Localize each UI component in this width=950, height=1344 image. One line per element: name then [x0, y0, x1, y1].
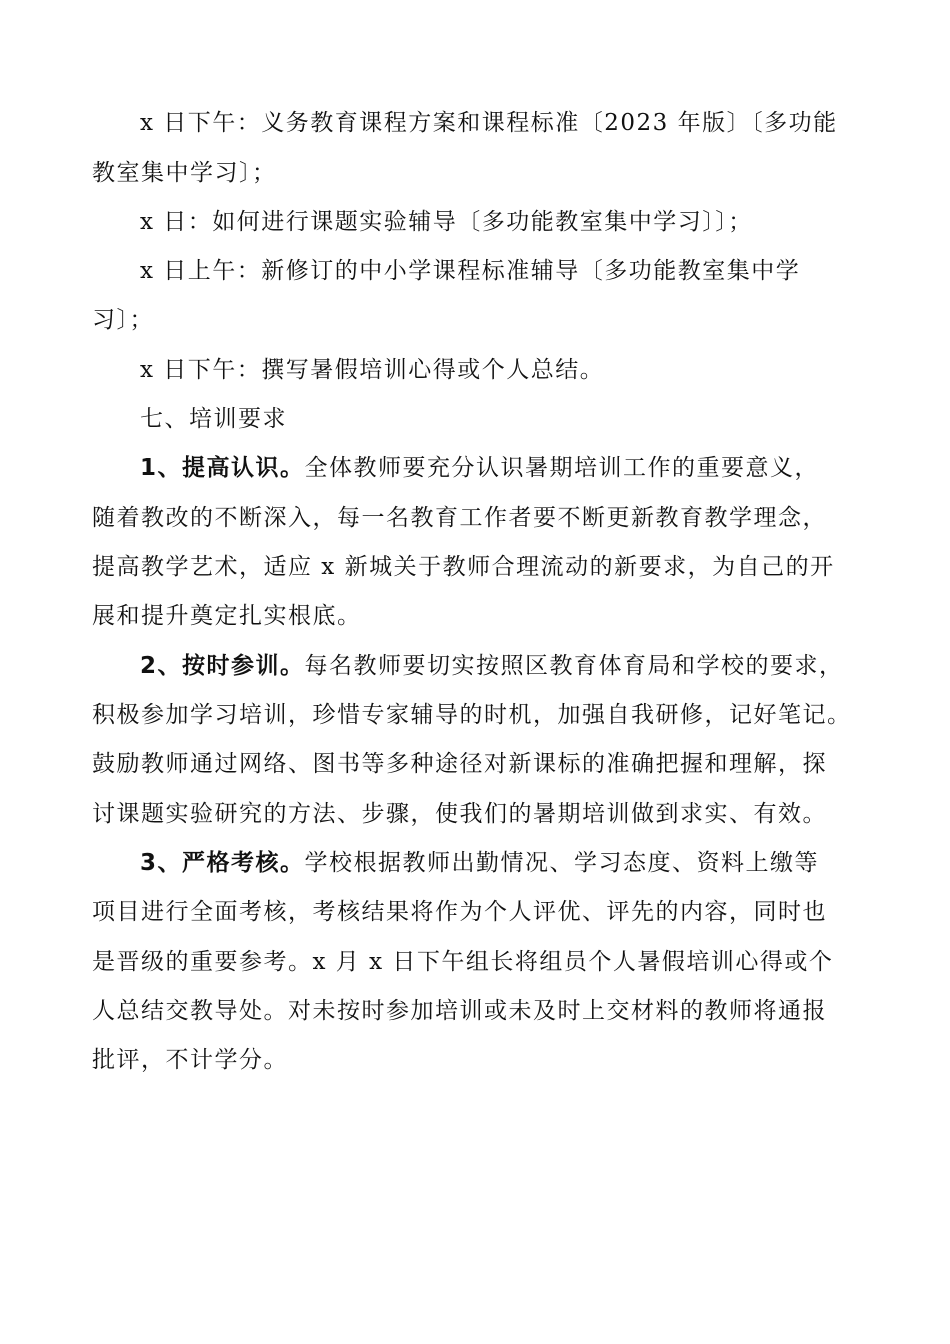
schedule-line-2: x 日：如何进行课题实验辅导〔多功能教室集中学习〕〕；	[140, 209, 753, 235]
requirement-3-title: 3、严格考核。	[140, 850, 305, 876]
schedule-line-3-cont: 习〕；	[92, 307, 154, 333]
requirement-2-line-3: 鼓励教师通过网络、图书等多种途径对新课标的准确把握和理解，探	[92, 751, 827, 777]
requirement-1-line-3: 提高教学艺术，适应 x 新城关于教师合理流动的新要求，为自己的开	[92, 554, 835, 580]
schedule-line-1: x 日下午：义务教育课程方案和课程标准〔2023 年版〕〔多功能	[140, 110, 838, 136]
section-heading: 七、培训要求	[140, 406, 287, 432]
requirement-3-line-2: 项目进行全面考核，考核结果将作为个人评优、评先的内容，同时也	[92, 899, 827, 925]
requirement-2-line-2: 积极参加学习培训，珍惜专家辅导的时机，加强自我研修，记好笔记。	[92, 702, 852, 728]
requirement-3-text: 学校根据教师出勤情况、学习态度、资料上缴等	[304, 850, 820, 876]
requirement-2-title: 2、按时参训。	[140, 653, 305, 679]
schedule-line-1-cont: 教室集中学习〕；	[92, 160, 277, 186]
requirement-2-first-line	[140, 646, 880, 686]
requirement-1-line-4: 展和提升奠定扎实根底。	[92, 603, 362, 629]
requirement-2-line-4: 讨课题实验研究的方法、步骤，使我们的暑期培训做到求实、有效。	[92, 801, 827, 827]
schedule-line-4: x 日下午：撰写暑假培训心得或个人总结。	[140, 357, 605, 383]
requirement-3-line-5: 批评，不计学分。	[92, 1047, 288, 1073]
requirement-2-text: 每名教师要切实按照区教育体育局和学校的要求，	[304, 653, 844, 679]
requirement-3-first-line	[140, 843, 880, 883]
schedule-line-3: x 日上午：新修订的中小学课程标准辅导〔多功能教室集中学	[140, 258, 801, 284]
requirement-1-first-line	[140, 448, 880, 488]
requirement-1-line-2: 随着教改的不断深入，每一名教育工作者要不断更新教育教学理念，	[92, 505, 827, 531]
requirement-1-text: 全体教师要充分认识暑期培训工作的重要意义，	[304, 455, 820, 481]
requirement-1-title: 1、提高认识。	[140, 455, 305, 481]
requirement-3-line-4: 人总结交教导处。对未按时参加培训或未及时上交材料的教师将通报	[92, 998, 827, 1024]
requirement-3-line-3: 是晋级的重要参考。x 月 x 日下午组长将组员个人暑假培训心得或个	[92, 949, 834, 975]
